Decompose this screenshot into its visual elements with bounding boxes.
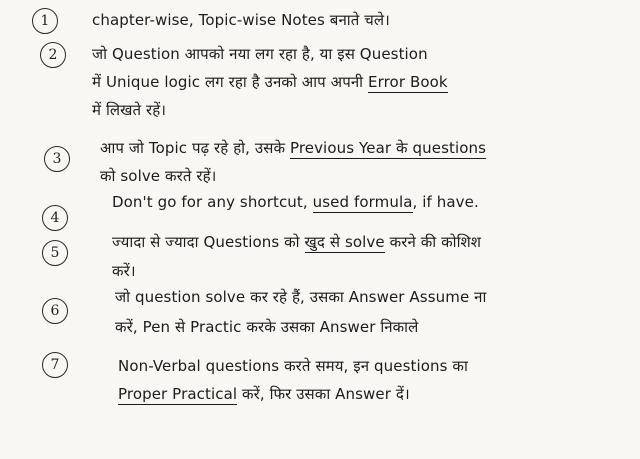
note-line xyxy=(118,357,468,375)
item-number-6: 6 xyxy=(42,298,68,324)
item-number-2: 2 xyxy=(40,42,66,68)
item-number-5: 5 xyxy=(42,240,68,266)
note-text: , if have. xyxy=(412,193,479,211)
note-text: जो Question आपको नया लग रहा है, या इस Question xyxy=(92,45,428,63)
note-line xyxy=(115,318,418,336)
item-number-1: 1 xyxy=(32,8,58,34)
note-line xyxy=(100,139,486,157)
note-line xyxy=(112,233,481,251)
item-number-7: 7 xyxy=(42,352,68,378)
note-line xyxy=(112,193,479,211)
note-text: ज्यादा से ज्यादा Questions को xyxy=(112,233,305,251)
note-text: Don't go for any shortcut, xyxy=(112,193,313,211)
note-line xyxy=(115,288,486,306)
note-text: करें, फिर उसका Answer दें। xyxy=(237,385,410,403)
note-text: Non-Verbal questions करते समय, इन questions का xyxy=(118,357,468,375)
note-line xyxy=(92,11,390,29)
note-text: जो question solve कर रहे हैं, उसका Answer Assume ना xyxy=(115,288,487,306)
note-text: को solve करते रहें। xyxy=(100,167,217,185)
note-text: में Unique logic लग रहा है उनको आप अपनी xyxy=(92,73,369,91)
note-text: करें। xyxy=(112,262,136,280)
note-text: में लिखते रहें। xyxy=(92,101,167,119)
note-text: करने की कोशिश xyxy=(384,233,482,251)
note-line xyxy=(92,73,448,91)
note-line xyxy=(92,45,428,63)
underlined-phrase: Error Book xyxy=(368,73,448,91)
underlined-phrase: used formula xyxy=(312,193,413,211)
note-line xyxy=(92,101,166,119)
note-text: करें, Pen से Practic करके उसका Answer निकाले xyxy=(115,318,419,336)
underlined-phrase: खुद से solve xyxy=(304,233,385,251)
note-line xyxy=(100,167,216,185)
underlined-phrase: Proper Practical xyxy=(118,385,238,403)
underlined-phrase: Previous Year के questions xyxy=(289,139,487,157)
note-line xyxy=(112,262,136,280)
note-text: आप जो Topic पढ़ रहे हो, उसके xyxy=(100,139,290,157)
item-number-3: 3 xyxy=(44,146,70,172)
note-line xyxy=(118,385,410,403)
item-number-4: 4 xyxy=(42,205,68,231)
note-text: chapter-wise, Topic-wise Notes बनाते चले। xyxy=(92,11,390,29)
